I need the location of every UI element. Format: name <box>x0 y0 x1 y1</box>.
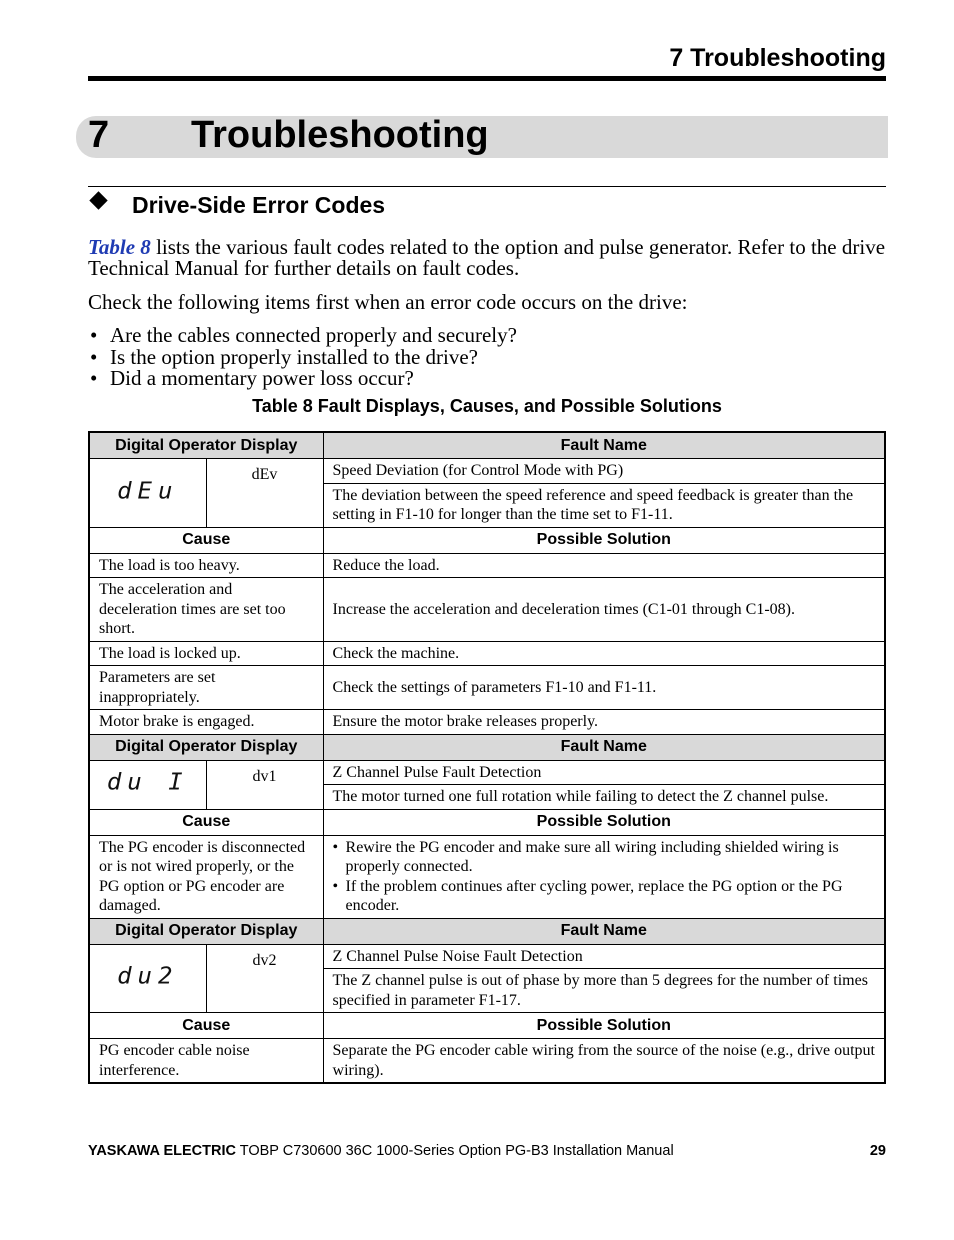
diamond-bullet-icon <box>89 191 107 209</box>
table-row <box>89 835 885 918</box>
list-item: • Did a momentary power loss occur? <box>90 368 517 390</box>
table-subheader-row <box>89 527 885 553</box>
col-cause-header: Cause <box>89 1013 323 1039</box>
table-row <box>89 710 885 735</box>
list-item: • If the problem continues after cycling power, replace the PG option or the PG encoder. <box>333 877 875 916</box>
seven-segment-display: dEu <box>117 477 179 504</box>
solution-cell: Increase the acceleration and deceleration times (C1-01 through C1-08). <box>323 578 885 642</box>
fault-name: Speed Deviation (for Control Mode with PG) <box>323 459 885 484</box>
col-solution-header: Possible Solution <box>323 1013 885 1039</box>
intro-text: lists the various fault codes related to the option and pulse generator. Refer to the drive Technical Manual for further details on fault codes. <box>88 235 886 280</box>
col-fault-header: Fault Name <box>323 432 885 459</box>
operator-display <box>89 459 206 528</box>
footer-brand: YASKAWA ELECTRIC <box>88 1143 236 1159</box>
operator-display <box>89 760 206 809</box>
solution-cell: Ensure the motor brake releases properly. <box>323 710 885 735</box>
chapter-number: 7 <box>88 114 110 156</box>
col-solution-header: Possible Solution <box>323 527 885 553</box>
footer-doc-info <box>88 1143 674 1159</box>
list-item: • Is the option properly installed to the drive? <box>90 347 517 369</box>
solution-list <box>333 838 875 916</box>
table-row <box>89 1039 885 1084</box>
table-subheader-row <box>89 1013 885 1039</box>
col-display-header: Digital Operator Display <box>89 918 323 944</box>
chapter-title: Troubleshooting <box>191 114 489 156</box>
col-cause-header: Cause <box>89 809 323 835</box>
table-row <box>89 760 885 785</box>
fault-code: dv1 <box>206 760 323 809</box>
list-item: • Are the cables connected properly and securely? <box>90 325 517 347</box>
cause-cell: Parameters are set inappropriately. <box>89 666 323 710</box>
section-rule <box>88 186 886 187</box>
table-row <box>89 553 885 578</box>
fault-code: dv2 <box>206 944 323 1013</box>
footer-doc-title: TOBP C730600 36C 1000-Series Option PG-B3 Installation Manual <box>235 1143 674 1159</box>
table-row <box>89 641 885 666</box>
solution-cell: Check the machine. <box>323 641 885 666</box>
table-row <box>89 944 885 969</box>
fault-description: The deviation between the speed reference and speed feedback is greater than the setting in F1-10 for longer than the time set to F1-11. <box>323 483 885 527</box>
col-cause-header: Cause <box>89 527 323 553</box>
section-title: Drive-Side Error Codes <box>132 192 386 218</box>
table-row <box>89 578 885 642</box>
table-caption: Table 8 Fault Displays, Causes, and Possible Solutions <box>252 396 722 416</box>
cause-cell: Motor brake is engaged. <box>89 710 323 735</box>
table-header-row <box>89 734 885 760</box>
cause-cell: The PG encoder is disconnected or is not wired properly, or the PG option or PG encoder are damaged. <box>89 835 323 918</box>
solution-cell: Separate the PG encoder cable wiring from the source of the noise (e.g., drive output wiring). <box>323 1039 885 1084</box>
fault-table <box>88 431 886 1084</box>
fault-name: Z Channel Pulse Noise Fault Detection <box>323 944 885 969</box>
table-subheader-row <box>89 809 885 835</box>
running-header-title: 7 Troubleshooting <box>669 44 886 72</box>
intro-paragraph <box>88 237 888 279</box>
cause-cell: PG encoder cable noise interference. <box>89 1039 323 1084</box>
list-item: • Rewire the PG encoder and make sure all wiring including shielded wiring is properly connected. <box>333 838 875 877</box>
page-number: 29 <box>869 1143 886 1159</box>
cause-cell: The load is locked up. <box>89 641 323 666</box>
header-rule <box>88 76 886 81</box>
seven-segment-display: du2 <box>117 962 179 990</box>
col-fault-header: Fault Name <box>323 918 885 944</box>
cause-cell: The load is too heavy. <box>89 553 323 578</box>
fault-name: Z Channel Pulse Fault Detection <box>323 760 885 785</box>
solution-cell: Check the settings of parameters F1-10 and F1-11. <box>323 666 885 710</box>
col-solution-header: Possible Solution <box>323 809 885 835</box>
check-paragraph: Check the following items first when an error code occurs on the drive: <box>88 290 688 314</box>
seven-segment-display: du I <box>106 768 189 796</box>
table-row <box>89 459 885 484</box>
fault-description: The Z channel pulse is out of phase by more than 5 degrees for the number of times specified in parameter F1-17. <box>323 969 885 1013</box>
operator-display <box>89 944 206 1013</box>
table-header-row <box>89 432 885 459</box>
table-8-link[interactable]: Table 8 <box>88 235 151 259</box>
table-row <box>89 666 885 710</box>
cause-cell: The acceleration and deceleration times are set too short. <box>89 578 323 642</box>
col-display-header: Digital Operator Display <box>89 734 323 760</box>
check-list <box>90 325 517 390</box>
table-header-row <box>89 918 885 944</box>
solution-cell: Reduce the load. <box>323 553 885 578</box>
solution-cell <box>323 835 885 918</box>
fault-description: The motor turned one full rotation while failing to detect the Z channel pulse. <box>323 785 885 810</box>
col-display-header: Digital Operator Display <box>89 432 323 459</box>
fault-code: dEv <box>206 459 323 528</box>
col-fault-header: Fault Name <box>323 734 885 760</box>
